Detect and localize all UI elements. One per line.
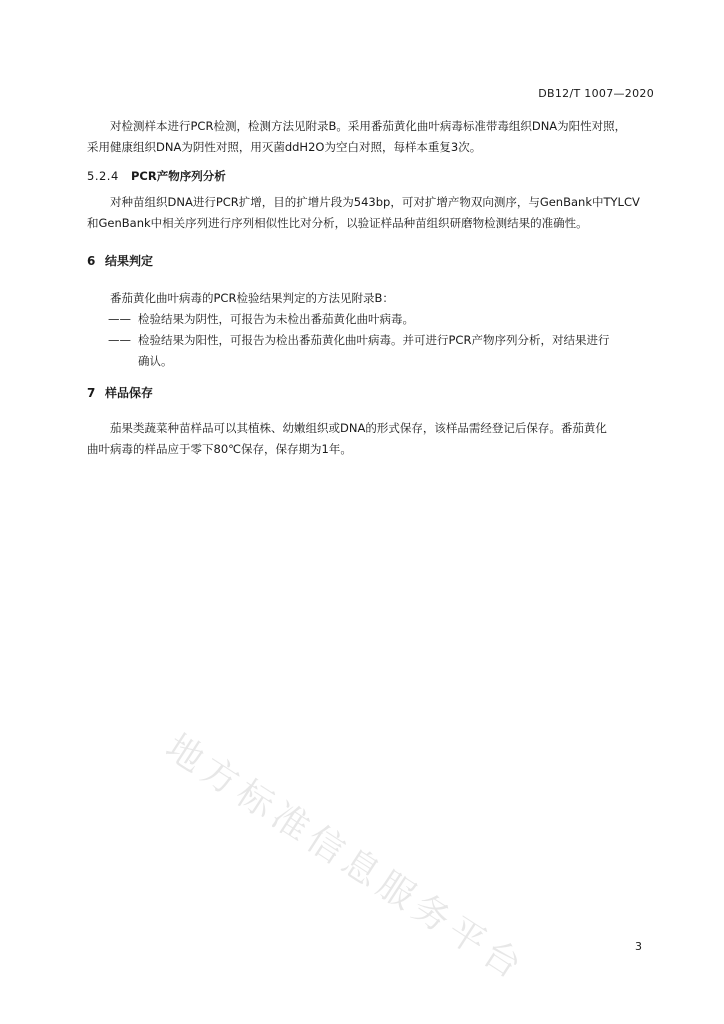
page-number: 3 xyxy=(635,940,642,953)
paragraph-result-judgement xyxy=(87,288,657,309)
paragraph-line: 对检测样本进行PCR检测，检测方法见附录B。采用番茄黄化曲叶病毒标准带毒组织DNA为阳性对照， xyxy=(110,119,627,133)
list-item-negative: —— 检验结果为阴性，可报告为未检出番茄黄化曲叶病毒。 xyxy=(108,312,414,326)
section-number: 7 xyxy=(87,386,96,400)
paragraph-line: 曲叶病毒的样品应于零下80℃保存，保存期为1年。 xyxy=(87,442,352,456)
paragraph-line: 和GenBank中相关序列进行序列相似性比对分析，以验证样品种苗组织研磨物检测结果的准确性。 xyxy=(87,216,588,230)
section-number: 6 xyxy=(87,254,96,268)
section-6-heading xyxy=(87,252,153,269)
paragraph-pcr-detection xyxy=(87,116,657,158)
section-title: 结果判定 xyxy=(105,254,154,268)
paragraph-line: 对种苗组织DNA进行PCR扩增，目的扩增片段为543bp，可对扩增产物双向测序，与GenBank中TYLCV xyxy=(110,195,640,209)
standard-code: DB12/T 1007—2020 xyxy=(538,87,654,100)
section-7-heading xyxy=(87,384,153,401)
section-number: 5.2.4 xyxy=(87,169,119,183)
section-title: 样品保存 xyxy=(105,386,154,400)
watermark: 地方标准信息服务平台 xyxy=(158,726,533,990)
section-5-2-4-heading xyxy=(87,168,226,184)
paragraph-sequence-analysis xyxy=(87,192,657,234)
list-item-positive: —— 检验结果为阳性，可报告为检出番茄黄化曲叶病毒。并可进行PCR产物序列分析，对结果进行 确认。 xyxy=(108,333,610,368)
paragraph-sample-storage xyxy=(87,418,657,460)
paragraph-line: 采用健康组织DNA为阴性对照，用灭菌ddH2O为空白对照，每样本重复3次。 xyxy=(87,140,482,154)
paragraph-line: 番茄黄化曲叶病毒的PCR检验结果判定的方法见附录B： xyxy=(110,291,394,305)
paragraph-line: 茄果类蔬菜种苗样品可以其植株、幼嫩组织或DNA的形式保存，该样品需经登记后保存。番茄黄化 xyxy=(110,421,607,435)
section-title: PCR产物序列分析 xyxy=(131,169,226,183)
